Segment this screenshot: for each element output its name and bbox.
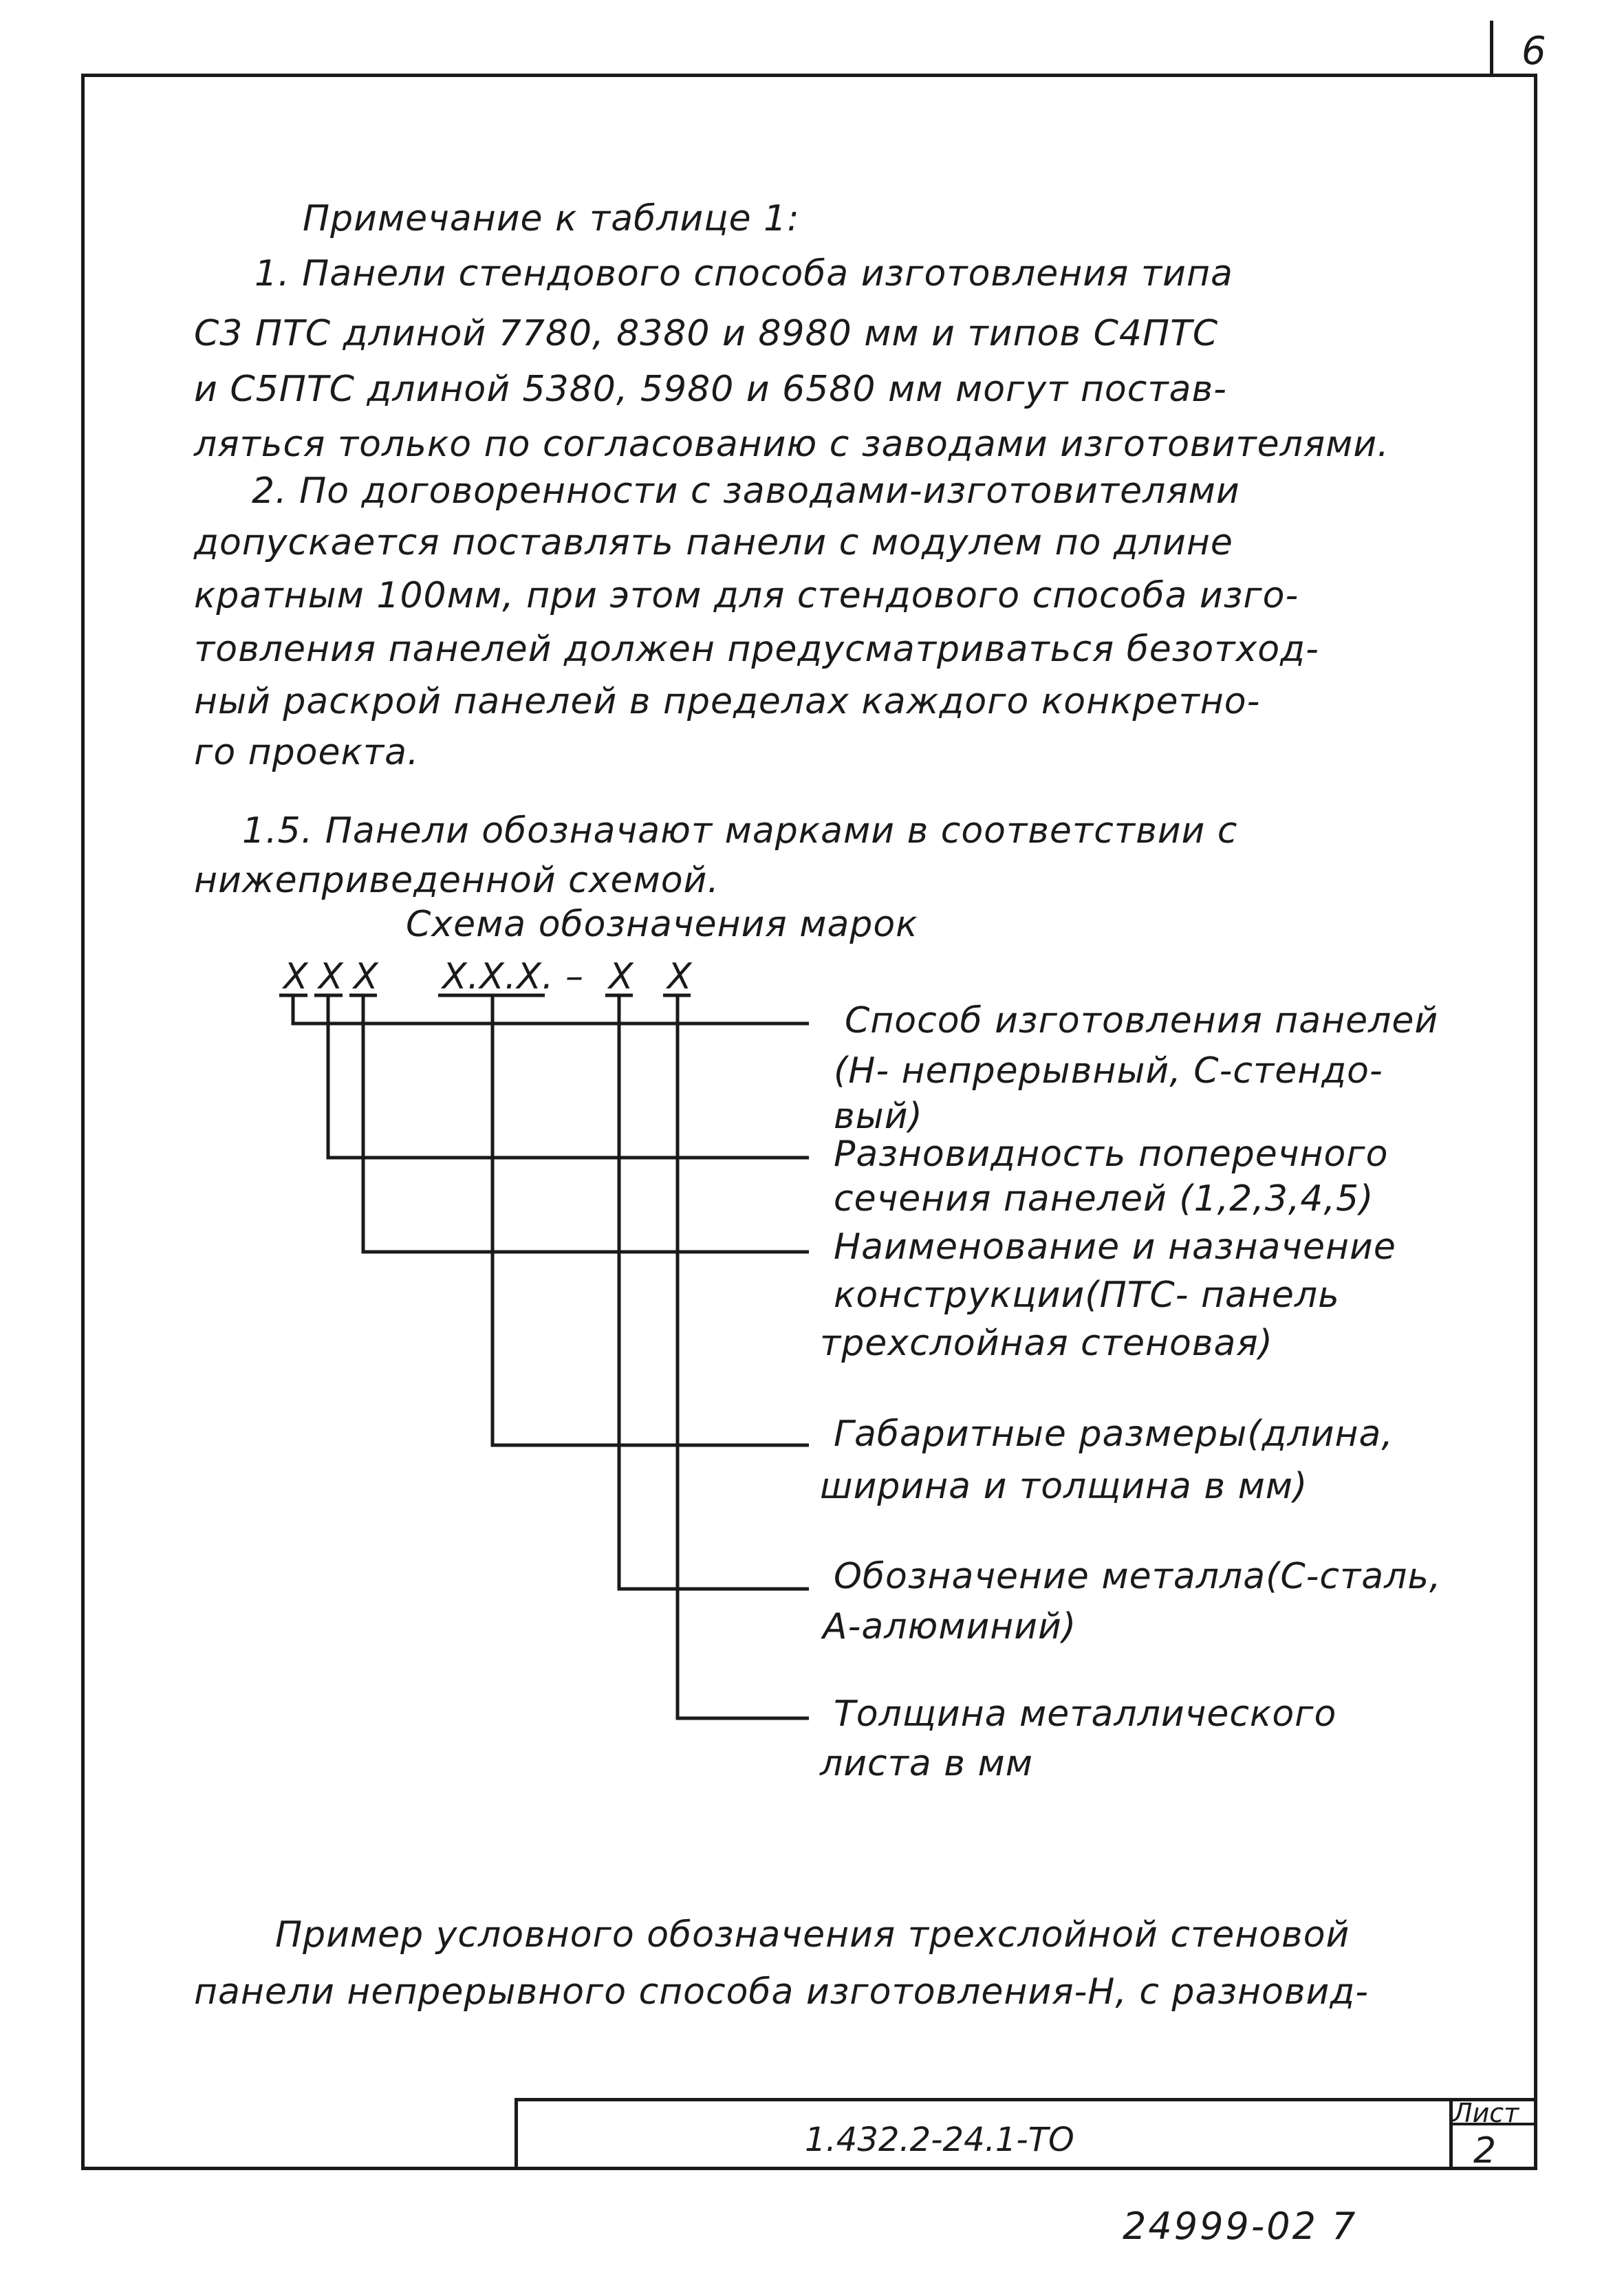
note-line-1: 1. Панели стендового способа изготовления типа (255, 253, 1233, 294)
example-line-2: панели непрерывного способа изготовления-Н, с разновид- (194, 1971, 1369, 2013)
note-line-9: ный раскрой панелей в пределах каждого конкретно- (194, 681, 1261, 722)
label-section-type: Разновидность поперечного (834, 1134, 1389, 1175)
scheme-title: Схема обозначения марок (406, 904, 918, 945)
note-line-8: товления панелей должен предусматриваться безотход- (194, 629, 1319, 670)
label-dimensions: Габаритные размеры(длина, (834, 1414, 1394, 1455)
note-line-6: допускается поставлять панели с модулем по длине (194, 522, 1233, 563)
section-line-2: нижеприведенной схемой. (194, 860, 719, 901)
archive-number: 24999-02 7 (1123, 2205, 1358, 2248)
corner-divider (1490, 21, 1493, 76)
section-line-1: 1.5. Панели обозначают марками в соответствии с (242, 810, 1238, 852)
code-x4: Х (609, 956, 634, 997)
sheet-number: 2 (1473, 2130, 1497, 2172)
label-designation-3: трехслойная стеновая) (820, 1323, 1273, 1364)
document-code: 1.432.2-24.1-ТО (805, 2121, 1074, 2159)
label-metal-2: А-алюминий) (823, 1606, 1077, 1647)
code-dash: – (565, 956, 584, 997)
note-line-3: и С5ПТС длиной 5380, 5980 и 6580 мм могут постав- (194, 369, 1227, 410)
note-line-2: С3 ПТС длиной 7780, 8380 и 8980 мм и типов С4ПТС (194, 313, 1219, 354)
label-method-3: вый) (834, 1096, 923, 1137)
note-line-10: го проекта. (194, 732, 420, 773)
label-designation-2: конструкции(ПТС- панель (834, 1275, 1340, 1316)
label-thickness-2: листа в мм (820, 1743, 1033, 1784)
example-line-1: Пример условного обозначения трехслойной стеновой (275, 1914, 1350, 1956)
code-x1: Х (283, 956, 309, 997)
note-title: Примечание к таблице 1: (303, 198, 800, 239)
code-x5: Х (667, 956, 693, 997)
label-thickness: Толщина металлического (834, 1693, 1337, 1735)
code-x3: Х (354, 956, 379, 997)
sheet-label: Лист (1453, 2098, 1519, 2128)
label-dimensions-2: ширина и толщина в мм) (820, 1466, 1308, 1507)
corner-page-number: 6 (1522, 29, 1546, 74)
note-line-5: 2. По договоренности с заводами-изготовителями (252, 470, 1240, 512)
label-metal: Обозначение металла(С-сталь, (834, 1556, 1442, 1597)
code-dimensions: Х.Х.Х. (442, 956, 554, 997)
label-method-2: (Н- непрерывный, С-стендо- (834, 1050, 1383, 1092)
label-section-type-2: сечения панелей (1,2,3,4,5) (834, 1178, 1374, 1220)
note-line-7: кратным 100мм, при этом для стендового способа изго- (194, 575, 1299, 616)
code-x2: Х (318, 956, 344, 997)
label-method: Способ изготовления панелей (845, 1000, 1439, 1041)
label-designation: Наименование и назначение (834, 1226, 1396, 1268)
note-line-4: ляться только по согласованию с заводами изготовителями. (194, 424, 1389, 465)
